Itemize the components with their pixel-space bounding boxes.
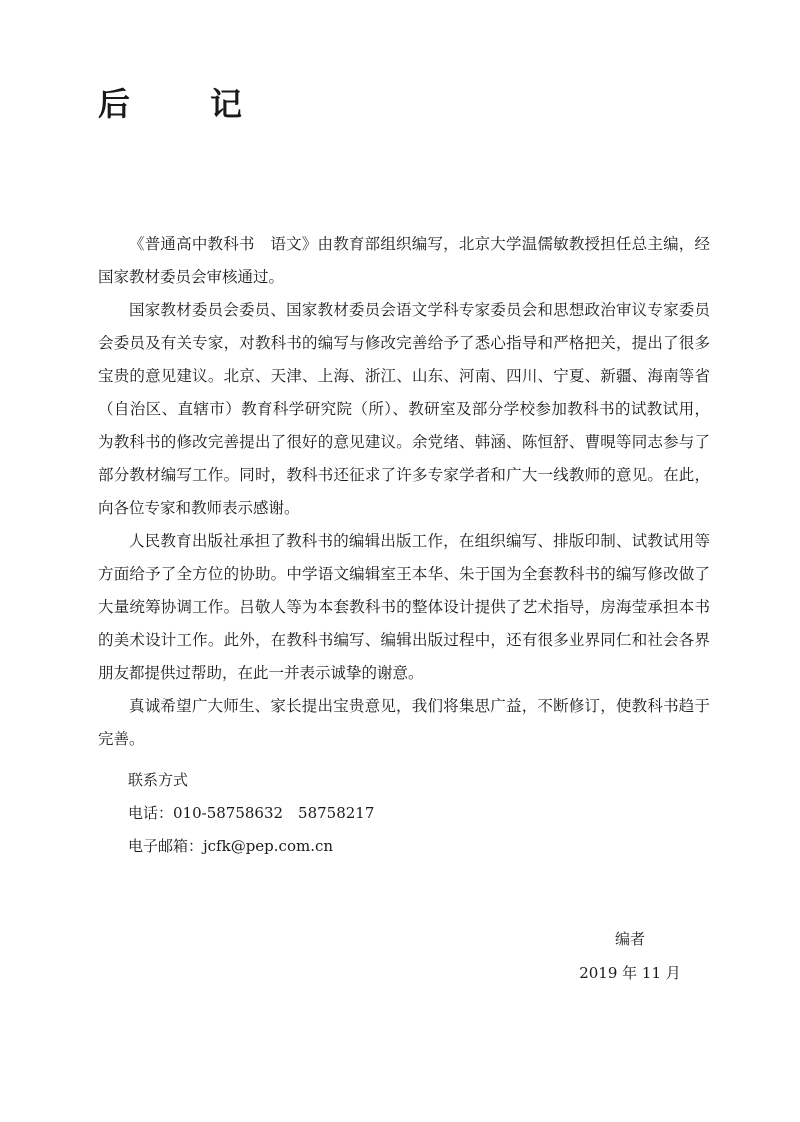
signoff-date: 2019 年 11 月 [579, 964, 681, 982]
contact-block [128, 764, 374, 863]
paragraph: 《普通高中教科书 语文》由教育部组织编写，北京大学温儒敏教授担任总主编，经国家教材委员会审核通过。 [98, 235, 710, 286]
contact-email: 电子邮箱：jcfk@pep.com.cn [128, 837, 334, 855]
afterword-body [98, 228, 710, 756]
paragraph: 人民教育出版社承担了教科书的编辑出版工作，在组织编写、排版印制、试教试用等方面给予了全方位的协助。中学语文编辑室王本华、朱于国为全套教科书的编写修改做了大量统筹协调工作。吕敬人等为本套教科书的整体设计提供了艺术指导，房海莹承担本书的美术设计工作。此外，在教科书编写、编辑出版过程中，还有很多业界同仁和社会各界朋友都提供过帮助，在此一并表示诚挚的谢意。 [98, 532, 710, 682]
paragraph: 真诚希望广大师生、家长提出宝贵意见，我们将集思广益，不断修订，使教科书趋于完善。 [98, 697, 710, 748]
contact-heading: 联系方式 [128, 771, 189, 789]
signoff-block [560, 922, 700, 990]
contact-phone: 电话：010-58758632 58758217 [128, 804, 375, 822]
page-title: 后 记 [98, 85, 267, 123]
signoff-author: 编者 [614, 930, 645, 948]
paragraph: 国家教材委员会委员、国家教材委员会语文学科专家委员会和思想政治审议专家委员会委员及有关专家，对教科书的编写与修改完善给予了悉心指导和严格把关，提出了很多宝贵的意见建议。北京、天津、上海、浙江、山东、河南、四川、宁夏、新疆、海南等省（自治区、直辖市）教育科学研究院（所）、教研室及部分学校参加教科书的试教试用，为教科书的修改完善提出了很好的意见建议。余党绪、韩涵、陈恒舒、曹晛等同志参与了部分教材编写工作。同时，教科书还征求了许多专家学者和广大一线教师的意见。在此，向各位专家和教师表示感谢。 [98, 301, 710, 517]
